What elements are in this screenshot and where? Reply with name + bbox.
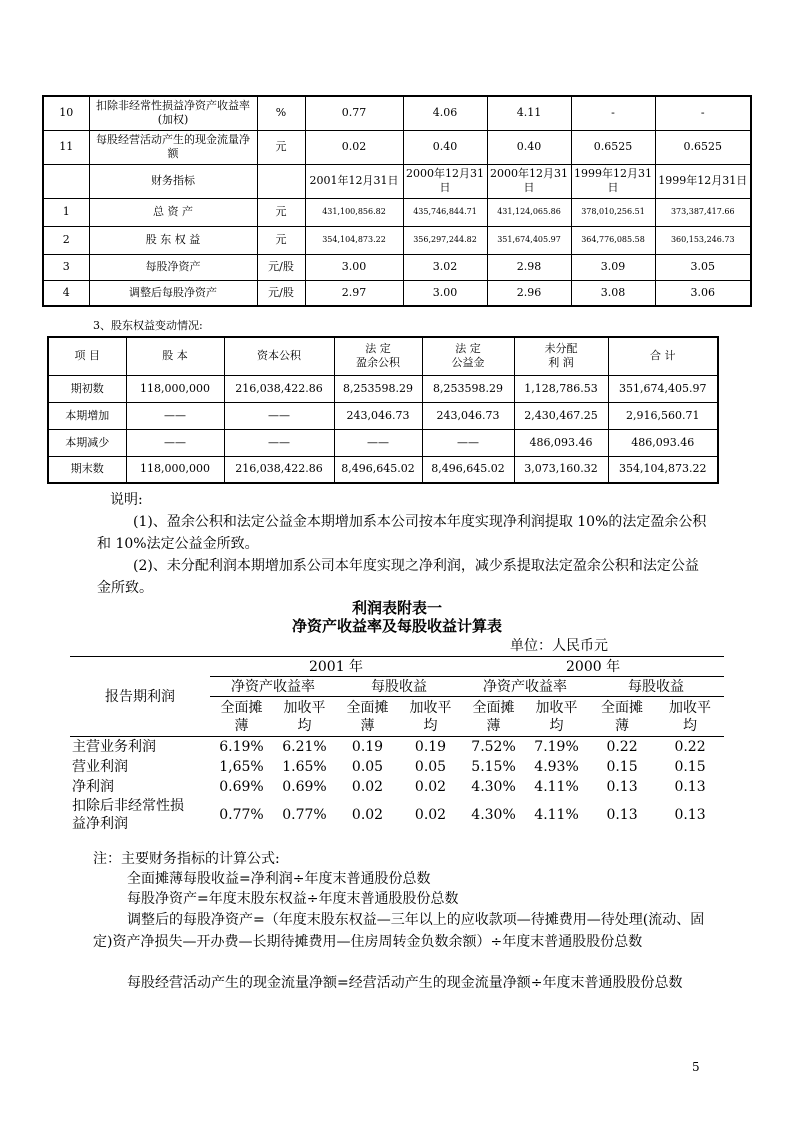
value-cell: 0.05 bbox=[351, 758, 384, 775]
unit-cell: 元 bbox=[257, 226, 305, 254]
row-label: 营业利润 bbox=[72, 758, 128, 775]
formula-eps: 全面摊薄每股收益=净利润÷年度末普通股份总数 bbox=[127, 871, 431, 887]
indicator-name: 总 资 产 bbox=[89, 198, 257, 226]
indicator-name: 每股净资产 bbox=[89, 254, 257, 280]
row-number: 1 bbox=[43, 198, 89, 226]
value-cell: 2.98 bbox=[487, 254, 571, 280]
profit-table-title: 利润表附表一 bbox=[351, 599, 442, 617]
notes-label: 说明: bbox=[110, 492, 143, 508]
value-cell: —— bbox=[126, 402, 224, 429]
table-row bbox=[70, 757, 724, 777]
value-cell: 351,674,405.97 bbox=[608, 375, 718, 402]
value-cell: 486,093.46 bbox=[514, 429, 608, 456]
sub-header: 加收平 均 bbox=[656, 697, 724, 737]
value-cell: 4.11% bbox=[534, 806, 579, 823]
value-cell: 8,496,645.02 bbox=[334, 456, 422, 483]
unit-cell: 元 bbox=[257, 130, 305, 164]
value-cell: 431,100,856.82 bbox=[305, 198, 403, 226]
table-row bbox=[43, 130, 751, 164]
value-cell: 216,038,422.86 bbox=[224, 375, 334, 402]
page-number: 5 bbox=[692, 1060, 700, 1074]
value-cell: 0.13 bbox=[674, 778, 706, 795]
value-cell: 360,153,246.73 bbox=[655, 226, 751, 254]
value-cell: 0.02 bbox=[351, 778, 384, 795]
indicator-name: 扣除非经常性损益净资产收益率(加权) bbox=[89, 96, 257, 130]
value-cell: 1.65% bbox=[282, 758, 327, 775]
unit-cell: 元 bbox=[257, 198, 305, 226]
value-cell: 1,128,786.53 bbox=[514, 375, 608, 402]
column-header: 项 目 bbox=[48, 337, 126, 375]
group-header: 每股收益 bbox=[588, 677, 724, 697]
value-cell: 3.09 bbox=[571, 254, 655, 280]
value-cell: 356,297,244.82 bbox=[403, 226, 487, 254]
table-row bbox=[48, 402, 718, 429]
value-cell: 2,916,560.71 bbox=[608, 402, 718, 429]
value-cell: 3.00 bbox=[305, 254, 403, 280]
profit-table-subtitle: 净资产收益率及每股收益计算表 bbox=[291, 617, 502, 635]
date-header: 2001年12月31日 bbox=[305, 164, 403, 198]
group-header: 每股收益 bbox=[336, 677, 462, 697]
value-cell: 354,104,873.22 bbox=[608, 456, 718, 483]
value-cell: 486,093.46 bbox=[608, 429, 718, 456]
row-label: 本期增加 bbox=[48, 402, 126, 429]
column-header: 法 定 盈余公积 bbox=[334, 337, 422, 375]
table-header-row bbox=[48, 337, 718, 375]
row-number: 10 bbox=[43, 96, 89, 130]
unit-cell: 元/股 bbox=[257, 280, 305, 306]
row-number: 4 bbox=[43, 280, 89, 306]
value-cell: 0.02 bbox=[351, 806, 384, 823]
value-cell: 0.77 bbox=[305, 96, 403, 130]
group-header: 净资产收益率 bbox=[210, 677, 336, 697]
indicator-name: 股 东 权 益 bbox=[89, 226, 257, 254]
value-cell: 118,000,000 bbox=[126, 375, 224, 402]
value-cell: 6.21% bbox=[282, 738, 327, 755]
sub-header: 全面摊 薄 bbox=[336, 697, 399, 737]
value-cell: 378,010,256.51 bbox=[571, 198, 655, 226]
value-cell: 8,496,645.02 bbox=[422, 456, 514, 483]
row-label: 期初数 bbox=[48, 375, 126, 402]
value-cell: 0.13 bbox=[606, 778, 638, 795]
value-cell: 3.06 bbox=[655, 280, 751, 306]
date-header: 1999年12月31日 bbox=[655, 164, 751, 198]
year-header: 2001 年 bbox=[210, 657, 462, 677]
column-header: 未分配 利 润 bbox=[514, 337, 608, 375]
value-cell: 3.02 bbox=[403, 254, 487, 280]
financial-indicators-table bbox=[42, 95, 752, 307]
value-cell: 243,046.73 bbox=[334, 402, 422, 429]
value-cell: 4.11% bbox=[534, 778, 579, 795]
row-label: 扣除后非经常性损 益净利润 bbox=[72, 797, 184, 832]
value-cell: 435,746,844.71 bbox=[403, 198, 487, 226]
table-row bbox=[43, 280, 751, 306]
value-cell: 5.15% bbox=[471, 758, 516, 775]
table-header-row bbox=[43, 164, 751, 198]
unit-cell: % bbox=[257, 96, 305, 130]
column-header: 股 本 bbox=[126, 337, 224, 375]
value-cell: 7.19% bbox=[534, 738, 579, 755]
sub-header: 加收平 均 bbox=[399, 697, 462, 737]
value-cell: - bbox=[655, 96, 751, 130]
value-cell: 243,046.73 bbox=[422, 402, 514, 429]
table-row bbox=[48, 429, 718, 456]
value-cell: 0.02 bbox=[414, 806, 447, 823]
value-cell: 0.13 bbox=[606, 806, 638, 823]
value-cell: 0.6525 bbox=[571, 130, 655, 164]
formulas-label: 注：主要财务指标的计算公式: bbox=[93, 851, 280, 867]
date-header: 2000年12月31日 bbox=[403, 164, 487, 198]
equity-section-title: 3、股东权益变动情况: bbox=[93, 319, 203, 332]
formula-nav: 每股净资产=年度末股东权益÷年度末普通股股份总数 bbox=[127, 891, 459, 907]
note-1: (1)、盈余公积和法定公益金本期增加系本公司按本年度实现净利润提取 10%的法定盈余公积和 10%法定公益金所致。 bbox=[97, 514, 707, 552]
value-cell: 2.97 bbox=[305, 280, 403, 306]
column-header: 法 定 公益金 bbox=[422, 337, 514, 375]
value-cell: 0.6525 bbox=[655, 130, 751, 164]
value-cell: 373,387,417.66 bbox=[655, 198, 751, 226]
equity-changes-table bbox=[47, 336, 719, 484]
value-cell: 4.06 bbox=[403, 96, 487, 130]
value-cell: 216,038,422.86 bbox=[224, 456, 334, 483]
value-cell: —— bbox=[224, 402, 334, 429]
value-cell: 0.77% bbox=[219, 806, 264, 823]
sub-header: 加收平 均 bbox=[273, 697, 336, 737]
value-cell: —— bbox=[422, 429, 514, 456]
table-row bbox=[43, 96, 751, 130]
value-cell: 8,253598.29 bbox=[334, 375, 422, 402]
value-cell: 3.05 bbox=[655, 254, 751, 280]
value-cell: 4.30% bbox=[471, 778, 516, 795]
table-row bbox=[43, 254, 751, 280]
value-cell: 0.19 bbox=[414, 738, 447, 755]
year-header: 2000 年 bbox=[462, 657, 724, 677]
year-header-row bbox=[70, 657, 724, 677]
table-row bbox=[48, 375, 718, 402]
value-cell: 0.77% bbox=[282, 806, 327, 823]
roe-eps-table bbox=[70, 656, 724, 833]
value-cell: 3.08 bbox=[571, 280, 655, 306]
value-cell: 2,430,467.25 bbox=[514, 402, 608, 429]
table-row bbox=[70, 737, 724, 757]
sub-header: 全面摊 薄 bbox=[210, 697, 273, 737]
row-label: 主营业务利润 bbox=[72, 738, 156, 755]
value-cell: 351,674,405.97 bbox=[487, 226, 571, 254]
row-number: 11 bbox=[43, 130, 89, 164]
value-cell: —— bbox=[126, 429, 224, 456]
date-header: 2000年12月31日 bbox=[487, 164, 571, 198]
indicator-name: 每股经营活动产生的现金流量净额 bbox=[89, 130, 257, 164]
value-cell: 0.69% bbox=[282, 778, 327, 795]
value-cell: 0.05 bbox=[414, 758, 447, 775]
value-cell: 0.19 bbox=[351, 738, 384, 755]
value-cell: 6.19% bbox=[219, 738, 264, 755]
profit-table-unit: 单位：人民币元 bbox=[510, 638, 608, 654]
table-row bbox=[70, 777, 724, 797]
table-row bbox=[43, 198, 751, 226]
unit-cell: 元/股 bbox=[257, 254, 305, 280]
group-header: 净资产收益率 bbox=[462, 677, 588, 697]
value-cell: 0.02 bbox=[305, 130, 403, 164]
value-cell: 4.11 bbox=[487, 96, 571, 130]
value-cell: 3,073,160.32 bbox=[514, 456, 608, 483]
column-header: 合 计 bbox=[608, 337, 718, 375]
row-label: 期末数 bbox=[48, 456, 126, 483]
row-number: 3 bbox=[43, 254, 89, 280]
value-cell: 8,253598.29 bbox=[422, 375, 514, 402]
sub-header: 全面摊 薄 bbox=[588, 697, 656, 737]
value-cell: 4.30% bbox=[471, 806, 516, 823]
indicator-name: 调整后每股净资产 bbox=[89, 280, 257, 306]
header-label: 财务指标 bbox=[89, 164, 257, 198]
value-cell: 431,124,065.86 bbox=[487, 198, 571, 226]
value-cell: 0.40 bbox=[487, 130, 571, 164]
value-cell: 118,000,000 bbox=[126, 456, 224, 483]
note-2: (2)、未分配利润本期增加系公司本年度实现之净利润，减少系提取法定盈余公积和法定公益金所致。 bbox=[97, 558, 699, 596]
formula-adjusted-nav: 调整后的每股净资产=（年度末股东权益—三年以上的应收款项—待摊费用—待处理(流动、固定)资产净损失—开办费—长期待摊费用—住房周转金负数余额）÷年度末普通股股份总数 bbox=[93, 912, 705, 950]
value-cell: 0.40 bbox=[403, 130, 487, 164]
formula-cashflow: 每股经营活动产生的现金流量净额=经营活动产生的现金流量净额÷年度末普通股股份总数 bbox=[127, 975, 683, 991]
value-cell: 0.15 bbox=[674, 758, 706, 775]
value-cell: 364,776,085.58 bbox=[571, 226, 655, 254]
value-cell: 0.69% bbox=[219, 778, 264, 795]
table-row bbox=[43, 226, 751, 254]
value-cell: 0.13 bbox=[674, 806, 706, 823]
value-cell: —— bbox=[224, 429, 334, 456]
value-cell: 1,65% bbox=[219, 758, 264, 775]
value-cell: 0.02 bbox=[414, 778, 447, 795]
row-header: 报告期利润 bbox=[70, 657, 210, 737]
column-header: 资本公积 bbox=[224, 337, 334, 375]
value-cell: 0.22 bbox=[674, 738, 706, 755]
sub-header: 全面摊 薄 bbox=[462, 697, 525, 737]
row-label: 净利润 bbox=[72, 778, 114, 795]
row-label: 本期减少 bbox=[48, 429, 126, 456]
value-cell: 2.96 bbox=[487, 280, 571, 306]
table-row bbox=[48, 456, 718, 483]
value-cell: 7.52% bbox=[471, 738, 516, 755]
value-cell: 4.93% bbox=[534, 758, 579, 775]
value-cell: —— bbox=[334, 429, 422, 456]
table-row bbox=[70, 797, 724, 833]
sub-header: 加收平 均 bbox=[525, 697, 588, 737]
value-cell: 0.22 bbox=[606, 738, 638, 755]
value-cell: 354,104,873.22 bbox=[305, 226, 403, 254]
date-header: 1999年12月31日 bbox=[571, 164, 655, 198]
value-cell: 0.15 bbox=[606, 758, 638, 775]
value-cell: 3.00 bbox=[403, 280, 487, 306]
value-cell: - bbox=[571, 96, 655, 130]
row-number: 2 bbox=[43, 226, 89, 254]
